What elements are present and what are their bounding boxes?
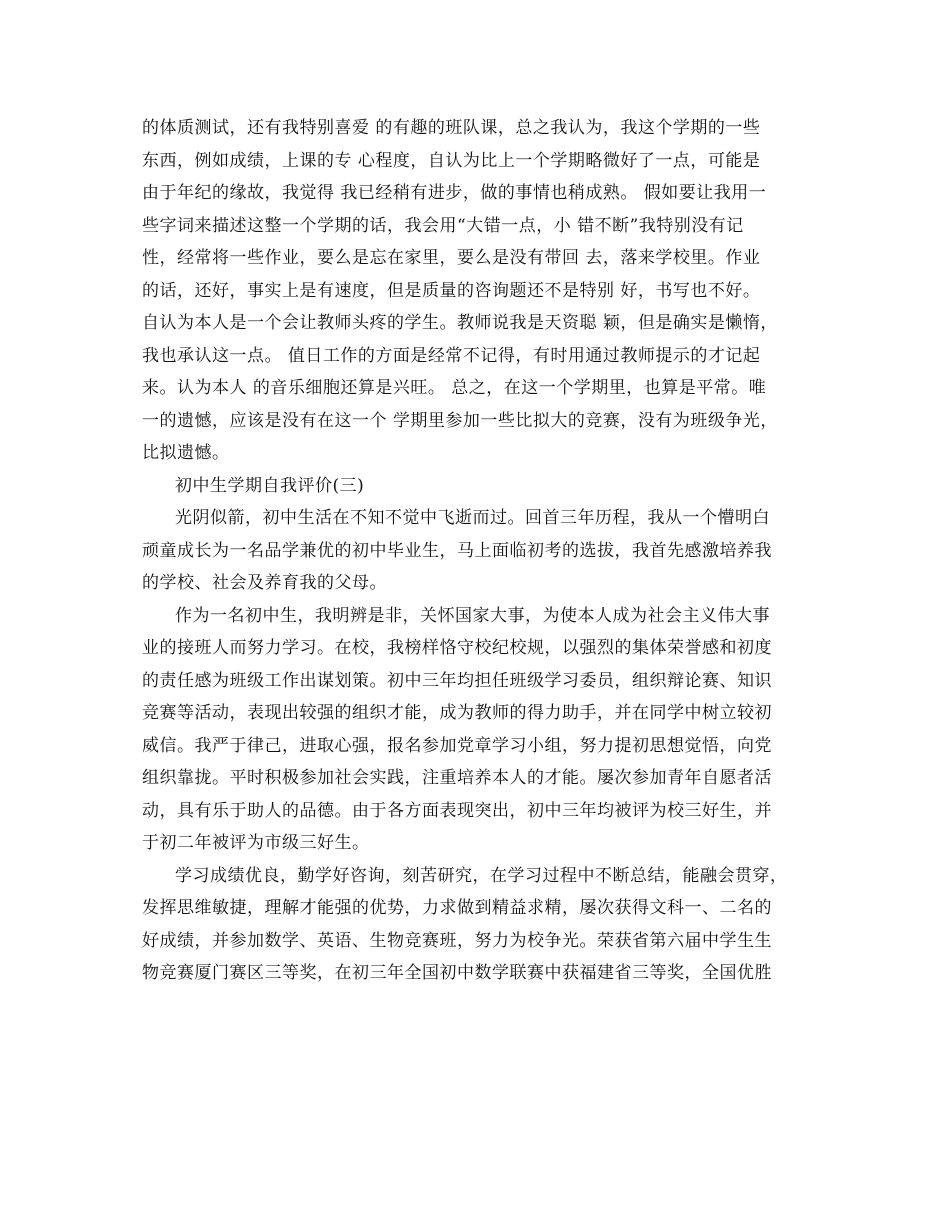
body-line: 来。认为本人 的音乐细胞还算是兴旺。 总之，在这一个学期里，也算是平常。唯 (142, 378, 767, 398)
paragraph-first-line: 作为一名初中生，我明辨是非，关怀国家大事，为使本人成为社会主义伟大事 (175, 605, 770, 626)
body-line: 物竞赛厦门赛区三等奖，在初三年全国初中数学联赛中获福建省三等奖，全国优胜 (142, 963, 772, 983)
body-line: 自认为本人是一个会让教师头疼的学生。教师说我是天资聪 颖，但是确实是懒惰， (142, 313, 778, 333)
body-line: 威信。我严于律己，进取心强，报名参加党章学习小组，努力提初思想觉悟，向党 (142, 735, 772, 756)
body-line: 东西，例如成绩，上课的专 心程度，自认为比上一个学期略微好了一点，可能是 (142, 150, 761, 171)
body-line: 发挥思维敏捷，理解才能强的优势，力求做到精益求精，屡次获得文科一、二名的 (142, 898, 772, 918)
paragraph-first-line: 光阴似箭，初中生活在不知不觉中飞逝而过。回首三年历程，我从一个懵明白 (175, 508, 770, 528)
body-line: 组织靠拢。平时积极参加社会实践，注重培养本人的才能。屡次参加青年自愿者活 (142, 768, 772, 788)
body-line: 动，具有乐于助人的品德。由于各方面表现突出，初中三年均被评为校三好生，并 (142, 800, 772, 821)
body-line: 由于年纪的缘故，我觉得 我已经稍有进步，做的事情也稍成熟。 假如要让我用一 (142, 183, 767, 203)
body-line: 的话，还好，事实上是有速度，但是质量的咨询题还不是特别 好，书写也不好。 (142, 280, 761, 301)
body-line: 的体质测试，还有我特别喜爱 的有趣的班队课，总之我认为，我这个学期的一些 (142, 118, 761, 138)
body-line: 业的接班人而努力学习。在校，我榜样恪守校纪校规，以强烈的集体荣誉感和初度 (142, 638, 772, 658)
body-line: 竞赛等活动，表现出较强的组织才能，成为教师的得力助手，并在同学中树立较初 (142, 703, 772, 723)
body-line: 我也承认这一点。 值日工作的方面是经常不记得，有时用通过教师提示的才记起 (142, 345, 761, 366)
section-heading: 初中生学期自我评价(三) (175, 475, 365, 496)
body-line: 些字词来描述这整一个学期的话，我会用“大错一点，小 错不断”我特别没有记 (142, 215, 744, 236)
body-line: 的学校、社会及养育我的父母。 (142, 573, 387, 593)
document-body (142, 112, 822, 990)
body-line: 一的遗憾，应该是没有在这一个 学期里参加一些比拟大的竞赛，没有为班级争光， (142, 410, 778, 431)
body-line: 性，经常将一些作业，要么是忘在家里，要么是没有带回 去，落来学校里。作业 (142, 248, 761, 268)
paragraph-first-line: 学习成绩优良，勤学好咨询，刻苦研究，在学习过程中不断总结，能融会贯穿， (175, 865, 788, 886)
body-line: 好成绩，并参加数学、英语、生物竞赛班，努力为校争光。荣获省第六届中学生生 (142, 930, 772, 951)
body-line: 的责任感为班级工作出谋划策。初中三年均担任班级学习委员，组织辩论赛、知识 (142, 670, 772, 691)
body-line: 于初二年被评为市级三好生。 (142, 833, 370, 853)
body-line: 顽童成长为一名品学兼优的初中毕业生，马上面临初考的选拔，我首先感激培养我 (142, 540, 772, 561)
body-line: 比拟遗憾。 (142, 443, 230, 463)
